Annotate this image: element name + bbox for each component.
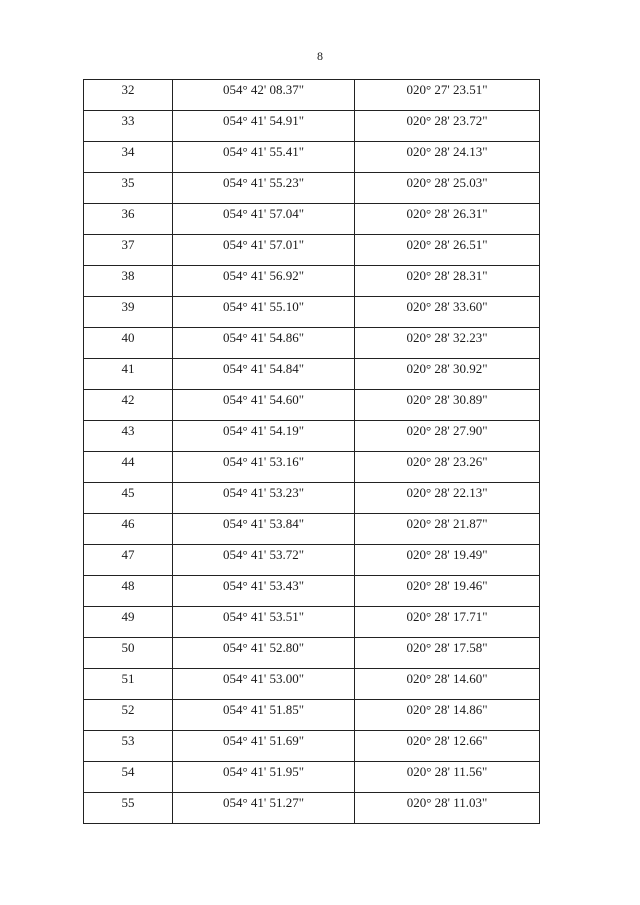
point-number-cell: 36 [84,204,173,235]
longitude-value: 020° 28' 11.56" [406,764,488,779]
latitude-cell [173,235,355,266]
point-number-cell: 42 [84,390,173,421]
latitude-cell [173,142,355,173]
longitude-cell [355,80,540,111]
latitude-cell [173,359,355,390]
longitude-cell [355,204,540,235]
longitude-value: 020° 28' 28.31" [406,268,488,283]
latitude-cell [173,328,355,359]
longitude-value: 020° 28' 22.13" [406,485,488,500]
latitude-value: 054° 41' 51.95" [222,764,305,779]
point-number-cell: 45 [84,483,173,514]
table-row [84,266,540,297]
latitude-value: 054° 41' 54.91" [222,113,305,128]
point-number-cell: 40 [84,328,173,359]
longitude-value: 020° 28' 23.26" [406,454,488,469]
point-number-cell: 43 [84,421,173,452]
longitude-cell [355,235,540,266]
table-row [84,204,540,235]
latitude-cell [173,421,355,452]
latitude-cell [173,80,355,111]
table-row [84,483,540,514]
longitude-value: 020° 28' 26.51" [406,237,488,252]
table-row [84,297,540,328]
point-number-cell: 49 [84,607,173,638]
point-number-cell: 35 [84,173,173,204]
latitude-cell [173,452,355,483]
longitude-value: 020° 28' 27.90" [406,423,488,438]
table-row [84,669,540,700]
longitude-cell [355,266,540,297]
table-row [84,607,540,638]
point-number-cell: 33 [84,111,173,142]
latitude-cell [173,173,355,204]
table-row [84,731,540,762]
point-number-cell: 52 [84,700,173,731]
latitude-value: 054° 41' 54.84" [222,361,305,376]
latitude-cell [173,545,355,576]
longitude-cell [355,452,540,483]
longitude-cell [355,638,540,669]
longitude-value: 020° 28' 33.60" [406,299,488,314]
table-row [84,452,540,483]
longitude-value: 020° 28' 19.46" [406,578,488,593]
latitude-cell [173,390,355,421]
longitude-cell [355,731,540,762]
longitude-cell [355,297,540,328]
longitude-cell [355,793,540,824]
table-row [84,359,540,390]
latitude-value: 054° 41' 57.04" [222,206,305,221]
latitude-value: 054° 41' 53.43" [222,578,305,593]
longitude-value: 020° 28' 19.49" [406,547,488,562]
latitude-cell [173,762,355,793]
latitude-value: 054° 41' 56.92" [222,268,305,283]
latitude-cell [173,297,355,328]
latitude-cell [173,669,355,700]
latitude-value: 054° 41' 55.23" [222,175,305,190]
latitude-value: 054° 41' 55.10" [222,299,305,314]
latitude-cell [173,576,355,607]
latitude-cell [173,793,355,824]
latitude-value: 054° 41' 54.60" [222,392,305,407]
latitude-cell [173,266,355,297]
point-number-cell: 46 [84,514,173,545]
longitude-value: 020° 28' 24.13" [406,144,488,159]
latitude-value: 054° 41' 52.80" [222,640,305,655]
longitude-cell [355,328,540,359]
longitude-cell [355,111,540,142]
latitude-cell [173,731,355,762]
latitude-value: 054° 41' 51.85" [222,702,305,717]
latitude-cell [173,204,355,235]
point-number-cell: 51 [84,669,173,700]
latitude-cell [173,607,355,638]
latitude-cell [173,638,355,669]
longitude-value: 020° 27' 23.51" [406,82,488,97]
longitude-cell [355,700,540,731]
point-number-cell: 32 [84,80,173,111]
longitude-value: 020° 28' 14.86" [406,702,488,717]
longitude-value: 020° 28' 17.58" [406,640,488,655]
longitude-value: 020° 28' 14.60" [406,671,488,686]
table-row [84,111,540,142]
point-number-cell: 39 [84,297,173,328]
longitude-value: 020° 28' 32.23" [406,330,488,345]
point-number-cell: 47 [84,545,173,576]
point-number-cell: 55 [84,793,173,824]
latitude-value: 054° 41' 55.41" [222,144,305,159]
longitude-value: 020° 28' 30.92" [406,361,488,376]
latitude-value: 054° 41' 51.27" [222,795,305,810]
point-number-cell: 34 [84,142,173,173]
longitude-value: 020° 28' 25.03" [406,175,488,190]
longitude-cell [355,514,540,545]
longitude-value: 020° 28' 11.03" [406,795,488,810]
latitude-value: 054° 42' 08.37" [222,82,305,97]
latitude-value: 054° 41' 54.86" [222,330,305,345]
table-row [84,638,540,669]
point-number-cell: 50 [84,638,173,669]
table-row [84,514,540,545]
coordinates-table-body [84,80,540,824]
latitude-value: 054° 41' 53.00" [222,671,305,686]
longitude-cell [355,545,540,576]
latitude-value: 054° 41' 53.16" [222,454,305,469]
longitude-value: 020° 28' 17.71" [406,609,488,624]
longitude-cell [355,390,540,421]
longitude-cell [355,142,540,173]
latitude-cell [173,483,355,514]
table-row [84,142,540,173]
latitude-value: 054° 41' 54.19" [222,423,305,438]
latitude-value: 054° 41' 53.23" [222,485,305,500]
table-row [84,390,540,421]
latitude-value: 054° 41' 51.69" [222,733,305,748]
latitude-cell [173,700,355,731]
table-row [84,421,540,452]
table-row [84,235,540,266]
longitude-cell [355,669,540,700]
table-row [84,576,540,607]
table-row [84,80,540,111]
longitude-value: 020° 28' 21.87" [406,516,488,531]
latitude-cell [173,111,355,142]
latitude-value: 054° 41' 53.51" [222,609,305,624]
point-number-cell: 53 [84,731,173,762]
longitude-value: 020° 28' 23.72" [406,113,488,128]
point-number-cell: 41 [84,359,173,390]
point-number-cell: 44 [84,452,173,483]
table-row [84,328,540,359]
longitude-cell [355,762,540,793]
table-row [84,173,540,204]
table-row [84,545,540,576]
page-number: 8 [317,49,323,63]
longitude-cell [355,421,540,452]
table-row [84,762,540,793]
table-row [84,793,540,824]
longitude-cell [355,483,540,514]
point-number-cell: 38 [84,266,173,297]
latitude-value: 054° 41' 53.84" [222,516,305,531]
longitude-cell [355,173,540,204]
point-number-cell: 37 [84,235,173,266]
longitude-value: 020° 28' 26.31" [406,206,488,221]
longitude-cell [355,576,540,607]
point-number-cell: 54 [84,762,173,793]
coordinates-table [83,79,540,824]
longitude-value: 020° 28' 30.89" [406,392,488,407]
point-number-cell: 48 [84,576,173,607]
latitude-value: 054° 41' 53.72" [222,547,305,562]
longitude-value: 020° 28' 12.66" [406,733,488,748]
longitude-cell [355,359,540,390]
table-row [84,700,540,731]
latitude-value: 054° 41' 57.01" [222,237,305,252]
longitude-cell [355,607,540,638]
latitude-cell [173,514,355,545]
